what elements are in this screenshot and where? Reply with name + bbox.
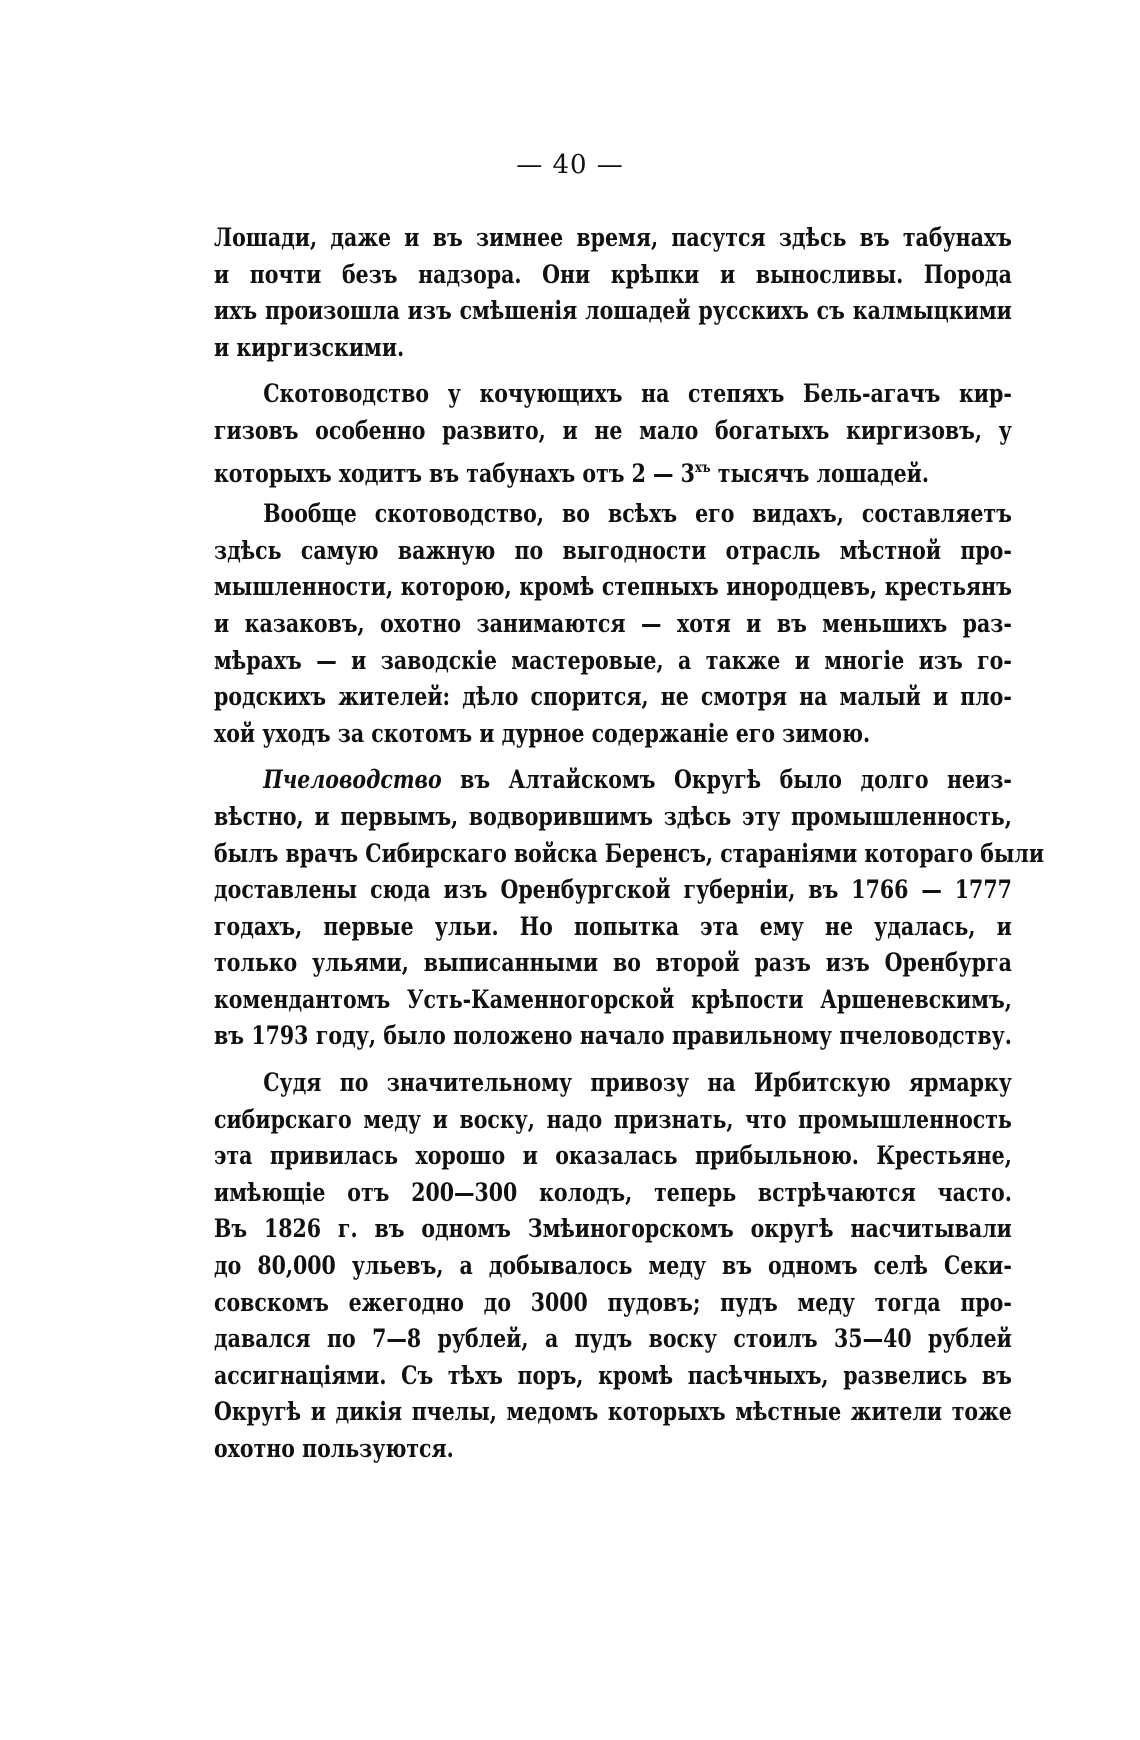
text-line: до 80,000 ульевъ, а добывалось меду въ одномъ селѣ Секи- — [214, 1251, 1012, 1281]
text-line: Вообще скотоводство, во всѣхъ его видахъ, составляетъ — [263, 499, 1012, 529]
text-line: совскомъ ежегодно до 3000 пудовъ; пудъ меду тогда про- — [214, 1287, 1012, 1317]
text-line: ассигнаціями. Съ тѣхъ поръ, кромѣ пасѣчныхъ, развелись въ — [214, 1360, 1012, 1390]
text-line: здѣсь самую важную по выгодности отрасль мѣстной про- — [214, 535, 1012, 565]
text-line: мѣрахъ — и заводскіе мастеровые, а также и многіе изъ го- — [214, 645, 1012, 675]
text-line: Округѣ и дикія пчелы, медомъ которыхъ мѣстные жители тоже — [214, 1397, 1012, 1427]
text-line: хой уходъ за скотомъ и дурное содержаніе его зимою. — [214, 718, 871, 748]
text-line: комендантомъ Усть-Каменногорской крѣпости Аршеневскимъ, — [214, 984, 1012, 1014]
text-line: вѣстно, и первымъ, водворившимъ здѣсь эту промышленность, — [214, 801, 1012, 831]
text-line: и казаковъ, охотно занимаются — хотя и въ меньшихъ раз- — [214, 608, 1012, 638]
superscript: хъ — [694, 459, 711, 476]
paragraph-beekeeping-history — [214, 762, 1045, 1055]
text-line: и киргизскими. — [214, 332, 405, 362]
text-line: ихъ произошла изъ смѣшенія лошадей русскихъ съ калмыцкими — [214, 296, 1012, 326]
text-segment: тысячъ лошадей. — [710, 458, 929, 488]
text-line: только ульями, выписанными во второй разъ изъ Оренбурга — [214, 948, 1012, 978]
text-segment: въ Алтайскомъ Округѣ было долго неиз- — [441, 765, 1012, 795]
text-line: доставлены сюда изъ Оренбургской губерніи, въ 1766 — 1777 — [214, 875, 1012, 905]
text-line: гизовъ особенно развито, и не мало богатыхъ киргизовъ, у — [214, 415, 1012, 445]
text-line: эта привилась хорошо и оказалась прибыльною. Крестьяне, — [214, 1141, 1012, 1171]
text-line: Въ 1826 г. въ одномъ Змѣиногорскомъ округѣ насчитывали — [214, 1214, 1012, 1244]
main-text — [214, 220, 1045, 1468]
paragraph-horses — [214, 220, 1012, 366]
paragraph-beekeeping-trade — [214, 1065, 1012, 1468]
text-line: Судя по значительному привозу на Ирбитскую ярмарку — [263, 1068, 1012, 1098]
text-line: сибирскаго меду и воску, надо признать, что промышленность — [214, 1104, 1012, 1134]
text-line: былъ врачъ Сибирскаго войска Беренсъ, стараніями котораго были — [214, 838, 1045, 868]
text-line — [214, 762, 1012, 799]
text-line: мышленности, которою, кромѣ степныхъ инородцевъ, крестьянъ — [214, 572, 1012, 602]
text-line: Лошади, даже и въ зимнее время, пасутся здѣсь въ табунахъ — [214, 223, 1012, 252]
text-segment: которыхъ ходитъ въ табунахъ отъ 2 — 3 — [214, 458, 695, 488]
text-line: и почти безъ надзора. Они крѣпки и выносливы. Порода — [214, 259, 1012, 289]
text-line: давался по 7—8 рублей, а пудъ воску стоилъ 35—40 рублей — [214, 1324, 1012, 1354]
text-line: Скотоводство у кочующихъ на степяхъ Бель-агачъ кир- — [263, 379, 1012, 409]
italic-term: Пчеловодство — [263, 765, 442, 795]
paragraph-cattle-general — [214, 496, 1012, 752]
paragraph-cattle-kirghiz — [214, 376, 1012, 486]
text-line: охотно пользуются. — [214, 1434, 454, 1463]
text-line: въ 1793 году, было положено начало правильному пчеловодству. — [214, 1021, 1012, 1051]
text-line: годахъ, первые ульи. Но попытка эта ему не удалась, и — [214, 911, 1012, 941]
text-line: имѣющіе отъ 200—300 колодъ, теперь встрѣчаются часто. — [214, 1177, 1012, 1207]
text-line: родскихъ жителей: дѣло спорится, не смотря на малый и пло- — [214, 682, 1012, 712]
page-number: — 40 — — [516, 150, 624, 180]
text-line — [214, 450, 1012, 487]
